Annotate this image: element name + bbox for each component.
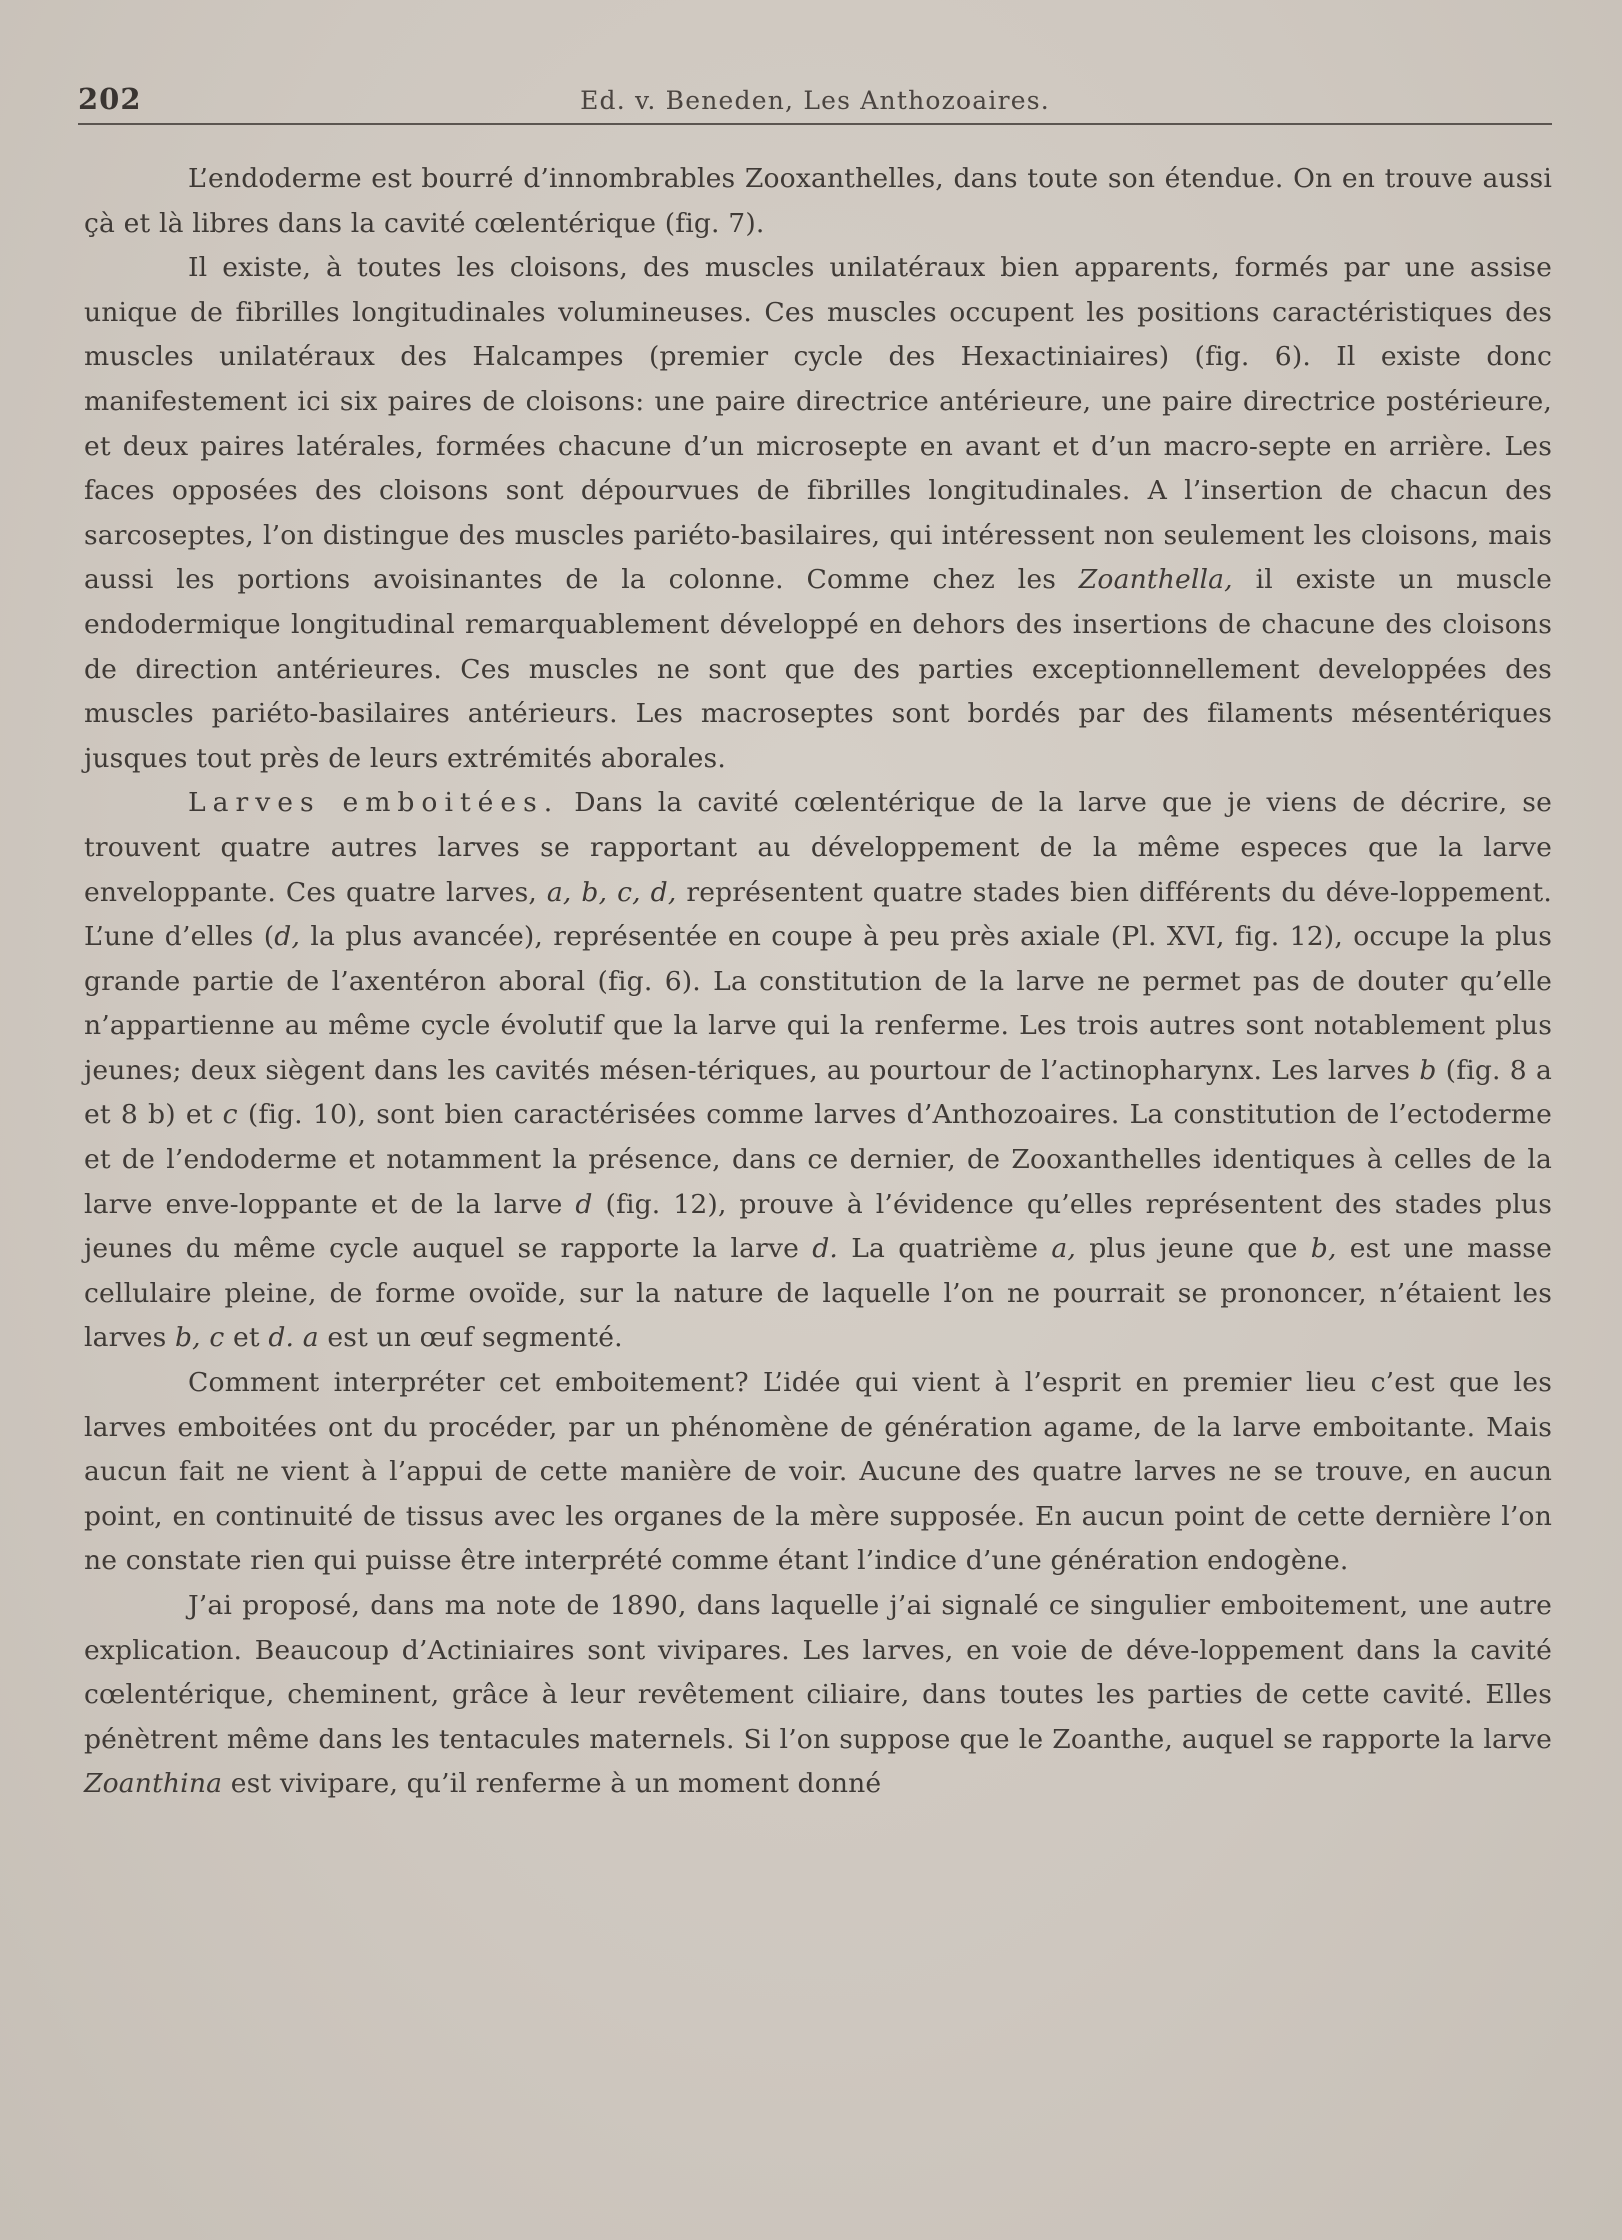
italic-larva-name: Zoanthina: [84, 1768, 223, 1800]
paragraph-2: Il existe, à toutes les cloisons, des muscles unilatéraux bien apparents, formés par une assise unique de fibrilles longitudinales volumineuses. Ces muscles occupent les positions caractéristiques des muscles unilatéraux des Halcampes (premier cycle des Hexactiniaires) (fig. 6). Il existe donc manifestement ici six paires de cloisons: une paire directrice antérieure, une paire directrice postérieure, et deux paires latérales, formées chacune d’un microsepte en avant et d’un macro-septe en arrière. Les faces opposées des cloisons sont dépourvues de fibrilles longitudinales. A l’insertion de chacun des sarcoseptes, l’on distingue des muscles pariéto-basilaires, qui intéressent non seulement les cloisons, mais aussi les portions avoisinantes de la colonne. Comme chez les Zoanthella, il existe un muscle endodermique longitudinal remarquablement développé en dehors des insertions de chacune des cloisons de direction antérieures. Ces muscles ne sont que des parties exceptionnellement developpées des muscles pariéto-basilaires antérieurs. Les macroseptes sont bordés par des filaments mésentériques jusques tout près de leurs extrémités aborales.: [84, 252, 1552, 774]
paragraph-4: Comment interpréter cet emboitement? L’idée qui vient à l’esprit en premier lieu c’est que les larves emboitées ont du procéder, par un phénomène de génération agame, de la larve emboitante. Mais aucun fait ne vient à l’appui de cette manière de voir. Aucune des quatre larves ne se trouve, en aucun point, en continuité de tissus avec les organes de la mère supposée. En aucun point de cette dernière l’on ne constate rien qui puisse être interprété comme étant l’indice d’une génération endogène.: [84, 1367, 1552, 1577]
body-text: [84, 157, 1552, 1807]
page-number: 202: [78, 82, 142, 116]
paragraph-3: Larves emboitées. Dans la cavité cœlentérique de la larve que je viens de décrire, se trouvent quatre autres larves se rapportant au développement de la même especes que la larve enveloppante. Ces quatre larves, a, b, c, d, représentent quatre stades bien différents du déve-loppement. L’une d’elles (d, la plus avancée), représentée en coupe à peu près axiale (Pl. XVI, fig. 12), occupe la plus grande partie de l’axentéron aboral (fig. 6). La constitution de la larve ne permet pas de douter qu’elle n’appartienne au même cycle évolutif que la larve qui la renferme. Les trois autres sont notablement plus jeunes; deux siègent dans les cavités mésen-tériques, au pourtour de l’actinopharynx. Les larves b (fig. 8 a et 8 b) et c (fig. 10), sont bien caractérisées comme larves d’Anthozoaires. La constitution de l’ectoderme et de l’endoderme et notamment la présence, dans ce dernier, de Zooxanthelles identiques à celles de la larve enve-loppante et de la larve d (fig. 12), prouve à l’évidence qu’elles représentent des stades plus jeunes du même cycle auquel se rapporte la larve d. La quatrième a, plus jeune que b, est une masse cellulaire pleine, de forme ovoïde, sur la nature de laquelle l’on ne pourrait se prononcer, n’étaient les larves b, c et d. a est un œuf segmenté.: [84, 787, 1552, 1354]
paragraph-1: L’endoderme est bourré d’innombrables Zooxanthelles, dans toute son étendue. On en trouve aussi çà et là libres dans la cavité cœlentérique (fig. 7).: [84, 163, 1552, 239]
running-head: Ed. v. Beneden, Les Anthozoaires.: [580, 86, 1050, 115]
paragraph-5: J’ai proposé, dans ma note de 1890, dans laquelle j’ai signalé ce singulier emboitement, une autre explication. Beaucoup d’Actiniaires sont vivipares. Les larves, en voie de déve-loppement dans la cavité cœlentérique, cheminent, grâce à leur revêtement ciliaire, dans toutes les parties de cette cavité. Elles pénètrent même dans les tentacules maternels. Si l’on suppose que le Zoanthe, auquel se rapporte la larve Zoanthina est vivipare, qu’il renferme à un moment donné: [84, 1590, 1552, 1800]
page-header: [78, 82, 1552, 122]
italic-genus: Zoanthella,: [1078, 564, 1233, 596]
header-rule: [78, 123, 1552, 125]
section-heading: Larves emboitées.: [188, 787, 560, 819]
